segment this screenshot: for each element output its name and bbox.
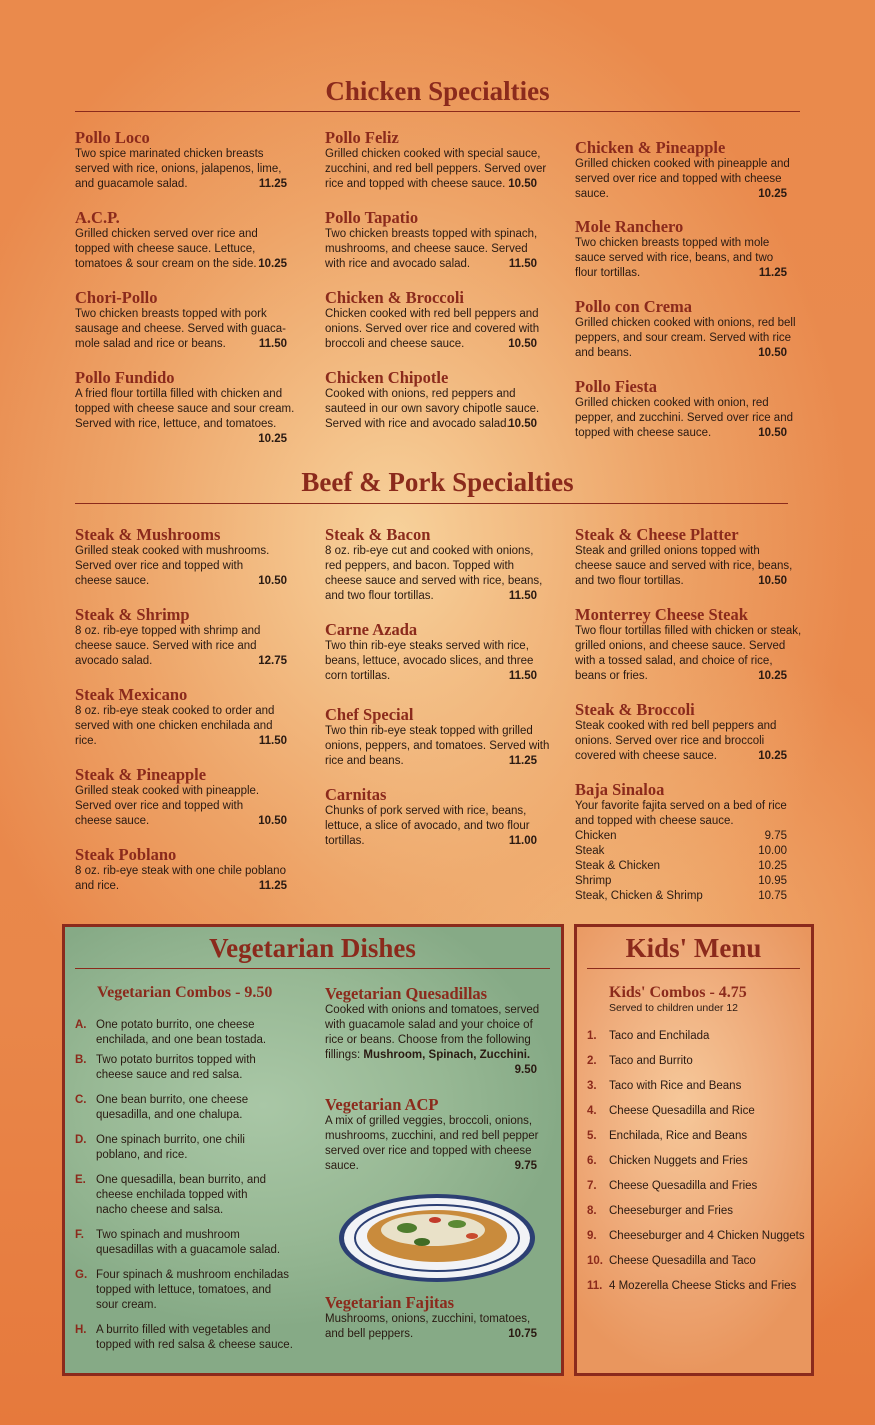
kids-item-text: Cheese Quesadilla and Taco bbox=[609, 1255, 756, 1267]
menu-item bbox=[575, 701, 805, 764]
kids-item bbox=[587, 1029, 812, 1044]
kids-combos-heading: Kids' Combos - 4.75 bbox=[609, 984, 747, 1001]
baja-option-price: 9.75 bbox=[764, 830, 787, 842]
item-price: 11.50 bbox=[258, 338, 287, 350]
combo-text: Four spinach & mushroom enchiladas topped with lettuce, tomatoes, and sour cream. bbox=[96, 1269, 290, 1311]
combo-text: One spinach burrito, one chili poblano, and rice. bbox=[96, 1134, 245, 1161]
fillings-text: Mushroom, Spinach, Zucchini. bbox=[363, 1049, 531, 1061]
item-desc: Two chicken breasts topped with pork sausage and cheese. Served with guaca-mole salad and rice or beans. bbox=[75, 308, 286, 350]
item-name: Pollo Fundido bbox=[75, 368, 175, 387]
baja-option-row bbox=[575, 829, 805, 844]
kids-item-number: 3. bbox=[587, 1080, 597, 1092]
item-desc-text: Cooked with onions and tomatoes, served with guacamole salad and your choice of rice or beans. Choose from the following fillings: bbox=[325, 1004, 540, 1061]
item-name: Steak & Pineapple bbox=[75, 765, 207, 784]
kids-item-number: 9. bbox=[587, 1230, 597, 1242]
baja-option-label: Steak & Chicken bbox=[575, 860, 661, 872]
kids-item-number: 8. bbox=[587, 1205, 597, 1217]
beef-section-title: Beef & Pork Specialties bbox=[301, 467, 574, 497]
kids-item bbox=[587, 1179, 812, 1194]
veg-combo-row bbox=[75, 1228, 305, 1258]
menu-item bbox=[75, 369, 305, 447]
baja-option-price: 10.00 bbox=[758, 845, 787, 857]
item-price: 10.50 bbox=[258, 575, 287, 587]
combo-letter: F. bbox=[75, 1229, 84, 1241]
item-desc: 8 oz. rib-eye steak with one chile poblano and rice. bbox=[75, 865, 286, 892]
item-price: 9.50 bbox=[514, 1064, 537, 1076]
kids-item-number: 10. bbox=[587, 1255, 603, 1267]
baja-option-price: 10.25 bbox=[758, 860, 787, 872]
food-green-1 bbox=[397, 1223, 417, 1233]
kids-item-text: Enchilada, Rice and Beans bbox=[609, 1130, 748, 1142]
food-green-3 bbox=[414, 1238, 430, 1246]
food-red-2 bbox=[466, 1233, 478, 1239]
kids-item-number: 2. bbox=[587, 1055, 597, 1067]
kids-item-text: Cheese Quesadilla and Rice bbox=[609, 1105, 755, 1117]
menu-item bbox=[75, 686, 305, 749]
item-price: 11.50 bbox=[508, 258, 537, 270]
menu-item bbox=[75, 526, 305, 589]
baja-option-row bbox=[575, 889, 805, 904]
baja-option-row bbox=[575, 844, 805, 859]
item-name: Pollo Feliz bbox=[325, 128, 399, 147]
item-name: Chicken & Broccoli bbox=[325, 288, 465, 307]
kids-item-number: 5. bbox=[587, 1130, 597, 1142]
item-price: 11.00 bbox=[508, 835, 537, 847]
menu-item bbox=[325, 786, 555, 849]
food-green-2 bbox=[448, 1220, 466, 1228]
item-name: Pollo Tapatio bbox=[325, 208, 419, 227]
item-desc: Mushrooms, onions, zucchini, tomatoes, and bell peppers. bbox=[325, 1313, 531, 1340]
combo-letter: D. bbox=[75, 1134, 87, 1146]
menu-item bbox=[325, 209, 555, 272]
item-price: 10.50 bbox=[758, 575, 787, 587]
item-name: Steak Mexicano bbox=[75, 685, 188, 704]
kids-item-text: Taco and Burrito bbox=[609, 1055, 693, 1067]
kids-item-text: Cheese Quesadilla and Fries bbox=[609, 1180, 758, 1192]
kids-item bbox=[587, 1229, 812, 1244]
veg-combo-row bbox=[75, 1133, 305, 1163]
item-name: Steak & Mushrooms bbox=[75, 525, 221, 544]
chicken-section-title: Chicken Specialties bbox=[325, 76, 550, 106]
item-price: 10.25 bbox=[758, 670, 787, 682]
veg-section-title: Vegetarian Dishes bbox=[209, 933, 416, 963]
item-desc: Two thin rib-eye steaks served with rice, beans, lettuce, avocado slices, and three corn tortillas. bbox=[325, 640, 534, 682]
kids-item-text: Cheeseburger and Fries bbox=[609, 1205, 734, 1217]
veg-combo-row bbox=[75, 1018, 305, 1048]
item-name: Vegetarian Quesadillas bbox=[325, 984, 488, 1003]
menu-item bbox=[75, 209, 305, 272]
baja-option-price: 10.75 bbox=[758, 890, 787, 902]
kids-item bbox=[587, 1129, 812, 1144]
item-name: Baja Sinaloa bbox=[575, 780, 665, 799]
combo-letter: A. bbox=[75, 1019, 87, 1031]
item-price: 11.25 bbox=[258, 178, 287, 190]
item-desc: Grilled chicken served over rice and topped with cheese sauce. Lettuce, tomatoes & sour cream on the side. bbox=[75, 228, 258, 270]
item-price: 12.75 bbox=[258, 655, 287, 667]
kids-item bbox=[587, 1204, 812, 1219]
menu-item bbox=[325, 1096, 555, 1174]
veg-combo-row bbox=[75, 1053, 305, 1083]
item-name: Pollo Fiesta bbox=[575, 377, 658, 396]
item-price: 10.25 bbox=[258, 433, 287, 445]
menu-item bbox=[75, 129, 305, 192]
combo-letter: H. bbox=[75, 1324, 87, 1336]
kids-item-text: 4 Mozerella Cheese Sticks and Fries bbox=[609, 1280, 797, 1292]
item-name: Steak & Shrimp bbox=[75, 605, 190, 624]
item-name: Steak & Cheese Platter bbox=[575, 525, 739, 544]
veg-title-rule bbox=[75, 968, 550, 969]
combo-text: One bean burrito, one cheese quesadilla, and one chalupa. bbox=[96, 1094, 249, 1121]
item-desc: Cooked with onions, red peppers and sauteed in our own savory chipotle sauce. Served with rice and avocado salad. bbox=[325, 388, 540, 430]
combo-text: Two potato burritos topped with cheese sauce and red salsa. bbox=[96, 1054, 256, 1081]
baja-option-label: Chicken bbox=[575, 830, 617, 842]
item-desc: Grilled chicken cooked with onion, red pepper, and zucchini. Served over rice and topped with cheese sauce. bbox=[575, 397, 793, 439]
menu-item bbox=[325, 1294, 555, 1342]
item-desc: Grilled chicken cooked with special sauce, zucchini, and red bell peppers. Served over rice and topped with cheese sauce. bbox=[325, 148, 547, 190]
menu-item bbox=[75, 289, 305, 352]
menu-item bbox=[325, 289, 555, 352]
item-desc: A mix of grilled veggies, broccoli, onions, mushrooms, zucchini, and red bell pepper served over rice and topped with cheese sauce. bbox=[325, 1115, 539, 1172]
menu-item bbox=[325, 129, 555, 192]
item-desc: Steak and grilled onions topped with cheese sauce and served with rice, beans, and two flour tortillas. bbox=[575, 545, 793, 587]
item-name: Pollo con Crema bbox=[575, 297, 693, 316]
kids-item-number: 6. bbox=[587, 1155, 597, 1167]
kids-age-note: Served to children under 12 bbox=[609, 1002, 738, 1014]
menu-item bbox=[75, 606, 305, 669]
item-desc: Grilled steak cooked with pineapple. Served over rice and topped with cheese sauce. bbox=[75, 785, 260, 827]
item-desc: A fried flour tortilla filled with chicken and topped with cheese sauce and sour cream. Served with rice, lettuce, and tomatoes. bbox=[75, 388, 295, 430]
item-desc: Chunks of pork served with rice, beans, lettuce, a slice of avocado, and two flour tortillas. bbox=[325, 805, 530, 847]
kids-item bbox=[587, 1079, 812, 1094]
menu-item bbox=[575, 606, 805, 684]
kids-item-text: Chicken Nuggets and Fries bbox=[609, 1155, 748, 1167]
item-desc: 8 oz. rib-eye cut and cooked with onions, red peppers, and bacon. Topped with cheese sauce and served with rice, beans, and two flour tortillas. bbox=[325, 545, 543, 602]
combo-letter: B. bbox=[75, 1054, 87, 1066]
item-price: 11.50 bbox=[508, 590, 537, 602]
item-desc: Grilled chicken cooked with onions, red bell peppers, and sour cream. Served with rice and beans. bbox=[575, 317, 796, 359]
baja-option-price: 10.95 bbox=[758, 875, 787, 887]
veg-combo-row bbox=[75, 1323, 305, 1353]
item-price: 11.25 bbox=[758, 267, 787, 279]
kids-title-rule bbox=[587, 968, 800, 969]
item-desc: Two spice marinated chicken breasts served with rice, onions, jalapenos, lime, and guacamole salad. bbox=[75, 148, 282, 190]
item-price: 11.25 bbox=[508, 755, 537, 767]
item-price: 10.25 bbox=[758, 188, 787, 200]
baja-option-row bbox=[575, 874, 805, 889]
item-name: Carne Azada bbox=[325, 620, 418, 639]
item-name: Chori-Pollo bbox=[75, 288, 158, 307]
item-name: Monterrey Cheese Steak bbox=[575, 605, 748, 624]
combo-text: A burrito filled with vegetables and topped with red salsa & cheese sauce. bbox=[96, 1324, 293, 1351]
item-desc: Grilled steak cooked with mushrooms. Served over rice and topped with cheese sauce. bbox=[75, 545, 270, 587]
beef-title-rule bbox=[75, 503, 788, 504]
item-price: 11.25 bbox=[258, 880, 287, 892]
menu-item bbox=[575, 526, 805, 589]
menu-item bbox=[75, 766, 305, 829]
menu-item bbox=[325, 526, 555, 604]
veg-combo-row bbox=[75, 1173, 305, 1218]
menu-item bbox=[575, 378, 805, 441]
item-price: 10.50 bbox=[508, 178, 537, 190]
item-desc: Two flour tortillas filled with chicken or steak, grilled onions, and cheese sauce. Served with a tossed salad, and choice of rice, beans or fries. bbox=[575, 625, 802, 682]
item-name: Vegetarian Fajitas bbox=[325, 1293, 455, 1312]
veg-combo-row bbox=[75, 1093, 305, 1123]
kids-item-number: 11. bbox=[587, 1280, 603, 1292]
kids-item-number: 7. bbox=[587, 1180, 597, 1192]
menu-item bbox=[325, 985, 555, 1078]
kids-section-title: Kids' Menu bbox=[625, 933, 762, 963]
item-desc: Steak cooked with red bell peppers and onions. Served over rice and broccoli covered with cheese sauce. bbox=[575, 720, 777, 762]
item-name: Steak & Broccoli bbox=[575, 700, 695, 719]
combo-text: One quesadilla, bean burrito, and cheese enchilada topped with nacho cheese and salsa. bbox=[96, 1174, 267, 1216]
combo-text: One potato burrito, one cheese enchilada, and one bean tostada. bbox=[96, 1019, 267, 1046]
baja-option-label: Shrimp bbox=[575, 875, 612, 887]
baja-option-row bbox=[575, 859, 805, 874]
kids-item-text: Cheeseburger and 4 Chicken Nuggets bbox=[609, 1230, 805, 1242]
item-price: 9.75 bbox=[514, 1160, 537, 1172]
item-desc: 8 oz. rib-eye topped with shrimp and cheese sauce. Served with rice and avocado salad. bbox=[75, 625, 261, 667]
menu-item bbox=[325, 621, 555, 684]
item-desc: Two thin rib-eye steak topped with grilled onions, peppers, and tomatoes. Served with rice and beans. bbox=[325, 725, 550, 767]
item-name: Vegetarian ACP bbox=[325, 1095, 439, 1114]
item-desc bbox=[325, 1003, 553, 1063]
item-name: A.C.P. bbox=[75, 208, 120, 227]
item-price: 10.25 bbox=[258, 258, 287, 270]
menu-item bbox=[75, 846, 305, 894]
kids-item bbox=[587, 1154, 812, 1169]
item-price: 10.50 bbox=[508, 338, 537, 350]
item-price: 11.50 bbox=[508, 670, 537, 682]
menu-item bbox=[325, 369, 555, 432]
item-name: Chicken Chipotle bbox=[325, 368, 449, 387]
menu-item bbox=[325, 706, 555, 769]
item-price: 10.50 bbox=[258, 815, 287, 827]
kids-item-text: Taco with Rice and Beans bbox=[609, 1080, 742, 1092]
kids-item bbox=[587, 1104, 812, 1119]
menu-item bbox=[575, 781, 805, 904]
food-red-1 bbox=[429, 1217, 441, 1223]
chicken-title-rule bbox=[75, 111, 800, 112]
kids-item bbox=[587, 1254, 812, 1269]
menu-item bbox=[575, 139, 805, 202]
item-desc: Two chicken breasts topped with mole sauce served with rice, beans, and two flour tortillas. bbox=[575, 237, 774, 279]
item-price: 11.50 bbox=[258, 735, 287, 747]
baja-option-label: Steak bbox=[575, 845, 605, 857]
item-name: Mole Ranchero bbox=[575, 217, 684, 236]
item-name: Pollo Loco bbox=[75, 128, 150, 147]
item-price: 10.75 bbox=[508, 1328, 537, 1340]
item-price: 10.50 bbox=[508, 418, 537, 430]
veg-combos-heading: Vegetarian Combos - 9.50 bbox=[97, 984, 273, 1001]
item-price: 10.25 bbox=[758, 750, 787, 762]
baja-option-label: Steak, Chicken & Shrimp bbox=[575, 890, 703, 902]
combo-letter: E. bbox=[75, 1174, 86, 1186]
item-desc: Chicken cooked with red bell peppers and onions. Served over rice and covered with broccoli and cheese sauce. bbox=[325, 308, 540, 350]
item-name: Chef Special bbox=[325, 705, 414, 724]
item-price: 10.50 bbox=[758, 347, 787, 359]
item-desc: Your favorite fajita served on a bed of rice and topped with cheese sauce. bbox=[575, 800, 787, 827]
item-name: Steak Poblano bbox=[75, 845, 177, 864]
kids-item-text: Taco and Enchilada bbox=[609, 1030, 710, 1042]
veg-combo-row bbox=[75, 1268, 305, 1313]
plate-image bbox=[337, 1190, 537, 1285]
menu-item bbox=[575, 218, 805, 281]
item-desc: Grilled chicken cooked with pineapple and served over rice and topped with cheese sauce. bbox=[575, 158, 790, 200]
kids-item-number: 4. bbox=[587, 1105, 597, 1117]
combo-letter: G. bbox=[75, 1269, 88, 1281]
kids-item-number: 1. bbox=[587, 1030, 597, 1042]
combo-letter: C. bbox=[75, 1094, 87, 1106]
item-name: Chicken & Pineapple bbox=[575, 138, 726, 157]
item-price: 10.50 bbox=[758, 427, 787, 439]
kids-item bbox=[587, 1279, 812, 1294]
item-desc: 8 oz. rib-eye steak cooked to order and served with one chicken enchilada and rice. bbox=[75, 705, 275, 747]
item-name: Steak & Bacon bbox=[325, 525, 431, 544]
item-desc: Two chicken breasts topped with spinach, mushrooms, and cheese sauce. Served with rice and avocado salad. bbox=[325, 228, 538, 270]
combo-text: Two spinach and mushroom quesadillas with a guacamole salad. bbox=[96, 1229, 281, 1256]
item-name: Carnitas bbox=[325, 785, 387, 804]
kids-item bbox=[587, 1054, 812, 1069]
menu-item bbox=[575, 298, 805, 361]
